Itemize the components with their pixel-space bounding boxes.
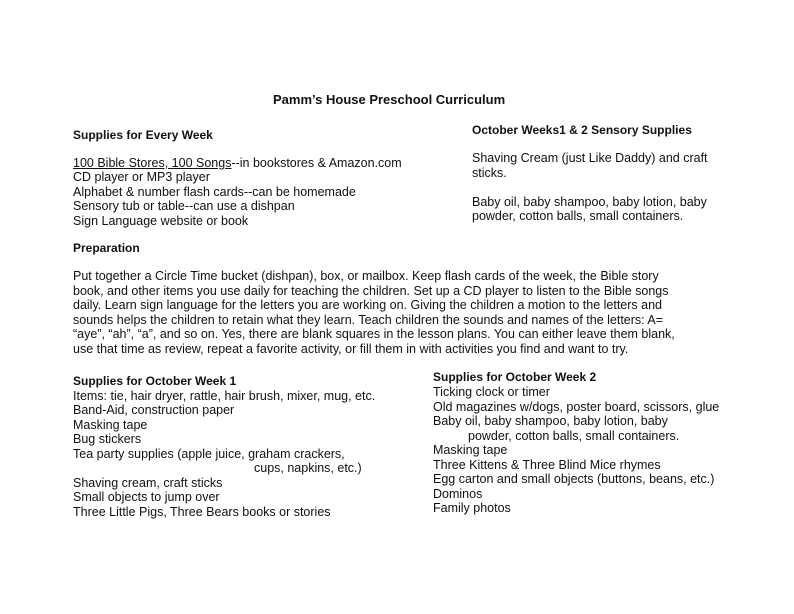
sensory-p2-line-1: Baby oil, baby shampoo, baby lotion, baby (472, 195, 707, 209)
bible-stories-note: --in bookstores & Amazon.com (231, 156, 402, 170)
week2-heading: Supplies for October Week 2 (433, 370, 597, 384)
week1-item-5: Tea party supplies (apple juice, graham crackers, (73, 447, 345, 461)
week1-item-4: Bug stickers (73, 432, 142, 446)
week2-item-1: Ticking clock or timer (433, 385, 550, 399)
every-week-item-5: Sign Language website or book (73, 214, 249, 228)
week2-item-3: Baby oil, baby shampoo, baby lotion, baby (433, 414, 668, 428)
preparation-paragraph (73, 269, 743, 357)
week2-item-7: Dominos (433, 487, 483, 501)
week2-item-6: Egg carton and small objects (buttons, beans, etc.) (433, 472, 715, 486)
preparation-line-2: book, and other items you use daily for teaching the children. Set up a CD player to listen to the Bible songs (73, 283, 669, 298)
week1-item-8: Three Little Pigs, Three Bears books or stories (73, 505, 331, 519)
week2-item-4: Masking tape (433, 443, 508, 457)
week2-item-3-cont: powder, cotton balls, small containers. (468, 429, 680, 443)
every-week-item-3: Alphabet & number flash cards--can be homemade (73, 185, 356, 199)
week2-item-8: Family photos (433, 501, 511, 515)
every-week-item-2: CD player or MP3 player (73, 170, 210, 184)
sensory-p1-line-2: sticks. (472, 166, 507, 180)
preparation-line-4: sounds helps the children to retain what they learn. Teach children the sounds and names of the letters: A= (73, 312, 664, 327)
week1-item-1: Items: tie, hair dryer, rattle, hair brush, mixer, mug, etc. (73, 389, 376, 403)
preparation-line-6: use that time as review, repeat a favorite activity, or fill them in with activities you find and want to try. (73, 341, 629, 356)
every-week-item-4: Sensory tub or table--can use a dishpan (73, 199, 295, 213)
bible-stories-title: 100 Bible Stores, 100 Songs (73, 156, 232, 170)
preparation-line-3: daily. Learn sign language for the letters you are working on. Giving the children a motion to the letters and (73, 298, 663, 313)
sensory-p2-line-2: powder, cotton balls, small containers. (472, 209, 684, 223)
sensory-heading: October Weeks1 & 2 Sensory Supplies (472, 123, 692, 137)
week1-item-3: Masking tape (73, 418, 148, 432)
week2-item-2: Old magazines w/dogs, poster board, scissors, glue (433, 400, 720, 414)
week1-heading: Supplies for October Week 1 (73, 374, 237, 388)
week2-item-5: Three Kittens & Three Blind Mice rhymes (433, 458, 661, 472)
preparation-line-5: “aye”, “ah”, “a”, and so on. Yes, there are blank squares in the lesson plans. You can either leave them blank, (73, 327, 675, 342)
week1-item-6: Shaving cream, craft sticks (73, 476, 223, 490)
page-title: Pamm’s House Preschool Curriculum (273, 92, 506, 107)
every-week-heading: Supplies for Every Week (73, 128, 213, 142)
week1-item-7: Small objects to jump over (73, 490, 220, 504)
preparation-line-1: Put together a Circle Time bucket (dishpan), box, or mailbox. Keep flash cards of the week, the Bible story (73, 269, 659, 283)
preparation-heading: Preparation (73, 241, 140, 255)
every-week-item-1 (73, 156, 402, 171)
week1-item-2: Band-Aid, construction paper (73, 403, 235, 417)
sensory-p1-line-1: Shaving Cream (just Like Daddy) and craft (472, 151, 708, 165)
week1-item-5-cont: cups, napkins, etc.) (254, 461, 362, 475)
